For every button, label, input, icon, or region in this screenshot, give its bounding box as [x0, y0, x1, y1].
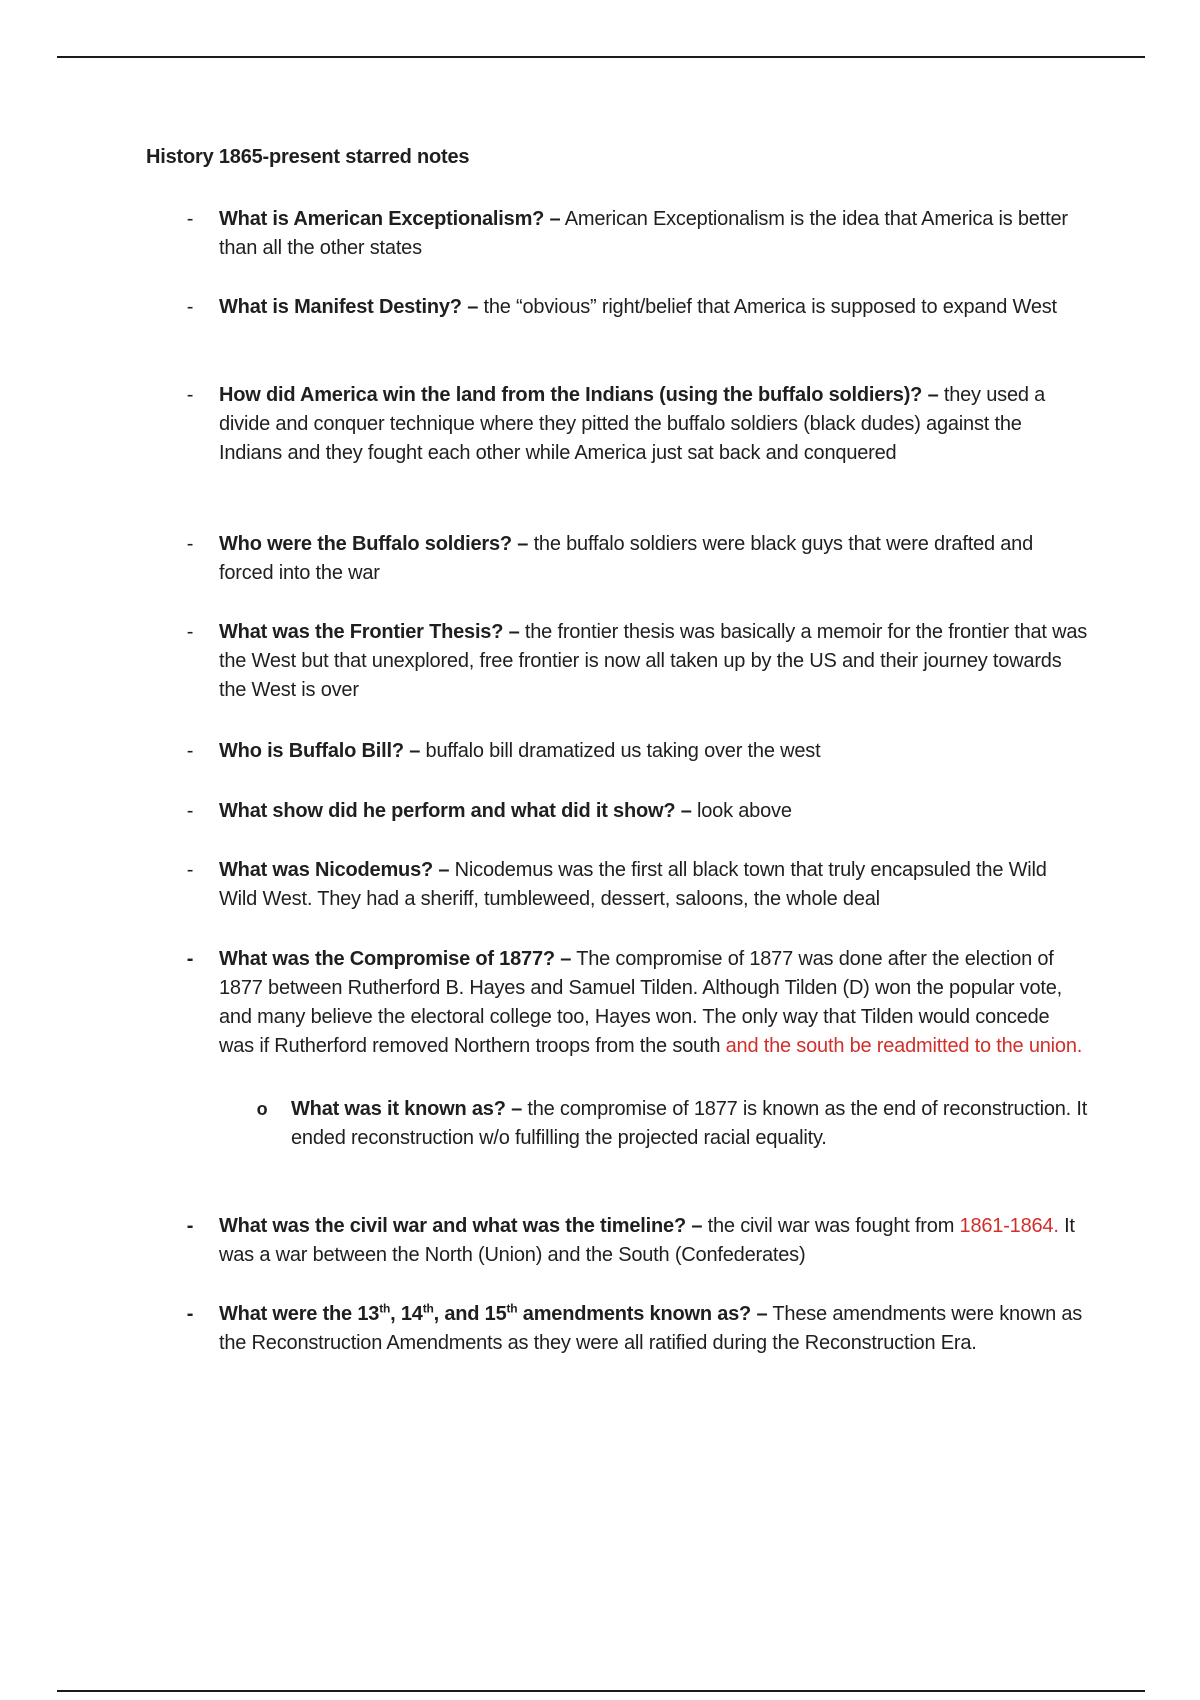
question: What is American Exceptionalism? [219, 208, 545, 230]
question: How did America win the land from the Indians (using the buffalo soldiers)? [219, 384, 923, 406]
dash-bullet: - [186, 208, 194, 230]
question: What show did he perform and what did it show? [219, 800, 676, 822]
answer: The compromise of 1877 was done after the election of 1877 between Rutherford B. Hayes and Samuel Tilden. Although Tilden (D) won the popular vote, and many believe the electoral college too, Hayes won. The only way that Tilden would concede was if Rutherford removed Northern troops from the south [219, 948, 1063, 1057]
header-rule [57, 56, 1145, 58]
answer-highlight: 1861-1864. [959, 1215, 1059, 1237]
dash-bullet: - [186, 1303, 194, 1325]
answer: the “obvious” right/belief that America is supposed to expand West [483, 296, 1057, 318]
answer-continued: It was a war between the North (Union) and the South (Confederates) [219, 1215, 1075, 1266]
list-item: - How did America win the land from the Indians (using the buffalo soldiers)? – they used a divide and conquer technique where they pitted the buffalo soldiers (black dudes) against the Indians and they fought each other while America just sat back and conquered [219, 381, 1089, 468]
question: What was Nicodemus? [219, 859, 434, 881]
list-item: - What was Nicodemus? – Nicodemus was the first all black town that truly encapsuled the Wild Wild West. They had a sheriff, tumbleweed, dessert, saloons, the whole deal [219, 856, 1089, 914]
footer-rule [57, 1690, 1145, 1692]
answer-highlight: and the south be readmitted to the union. [725, 1035, 1083, 1057]
answer: the frontier thesis was basically a memoir for the frontier that was the West but that unexplored, free frontier is now all taken up by the US and their journey towards the West is over [219, 621, 1088, 701]
page-title: History 1865-present starred notes [146, 146, 470, 168]
answer: American Exceptionalism is the idea that America is better than all the other states [219, 208, 1068, 259]
question: What was the Compromise of 1877? [219, 948, 555, 970]
dash-bullet: - [186, 1215, 194, 1237]
answer: they used a divide and conquer technique where they pitted the buffalo soldiers (black dudes) against the Indians and they fought each other while America just sat back and conquered [219, 384, 1046, 464]
dash-bullet: - [186, 800, 194, 822]
list-item: - Who were the Buffalo soldiers? – the buffalo soldiers were black guys that were drafted and forced into the war [219, 530, 1089, 588]
question: What was it known as? [291, 1098, 506, 1120]
list-item: - What show did he perform and what did it show? – look above [219, 797, 1089, 826]
dash-bullet: - [186, 296, 194, 318]
list-item: - What was the Frontier Thesis? – the frontier thesis was basically a memoir for the frontier that was the West but that unexplored, free frontier is now all taken up by the US and their journey towards the West is over [219, 618, 1089, 705]
dash-bullet: - [186, 740, 194, 762]
dash-bullet: - [186, 859, 194, 881]
answer: look above [697, 800, 792, 822]
list-item: - Who is Buffalo Bill? – buffalo bill dramatized us taking over the west [219, 737, 1089, 766]
list-item: - What was the Compromise of 1877? – The compromise of 1877 was done after the election of 1877 between Rutherford B. Hayes and Samuel Tilden. Although Tilden (D) won the popular vote, and many believe the electoral college too, Hayes won. The only way that Tilden would concede was if Rutherford removed Northern troops from the south and the south be readmitted to the union. [219, 945, 1089, 1061]
question: Who were the Buffalo soldiers? [219, 533, 512, 555]
question: What was the civil war and what was the timeline? [219, 1215, 686, 1237]
list-item: - What is Manifest Destiny? – the “obvious” right/belief that America is supposed to expand West [219, 293, 1089, 322]
answer: buffalo bill dramatized us taking over the west [425, 740, 821, 762]
answer: Nicodemus was the first all black town that truly encapsuled the Wild Wild West. They had a sheriff, tumbleweed, dessert, saloons, the whole deal [219, 859, 1047, 910]
list-item: - What were the 13th, 14th, and 15th amendments known as? – These amendments were known as the Reconstruction Amendments as they were all ratified during the Reconstruction Era. [219, 1300, 1089, 1358]
answer: the buffalo soldiers were black guys that were drafted and forced into the war [219, 533, 1034, 584]
answer: These amendments were known as the Reconstruction Amendments as they were all ratified during the Reconstruction Era. [219, 1303, 1083, 1354]
circle-bullet-icon: o [256, 1099, 268, 1119]
dash-bullet: - [186, 948, 194, 970]
answer: the civil war was fought from [707, 1215, 955, 1237]
question: What was the Frontier Thesis? [219, 621, 504, 643]
dash-bullet: - [186, 384, 194, 406]
dash-bullet: - [186, 533, 194, 555]
sub-list-item: o What was it known as? – the compromise of 1877 is known as the end of reconstruction. It ended reconstruction w/o fulfilling the projected racial equality. [291, 1095, 1091, 1153]
question: What is Manifest Destiny? [219, 296, 462, 318]
answer: the compromise of 1877 is known as the end of reconstruction. It ended reconstruction w/o fulfilling the projected racial equality. [291, 1098, 1088, 1149]
question: Who is Buffalo Bill? [219, 740, 404, 762]
question: What were the 13th, 14th, and 15th amendments known as? [219, 1301, 752, 1325]
list-item: - What is American Exceptionalism? – American Exceptionalism is the idea that America is better than all the other states [219, 205, 1089, 263]
dash-bullet: - [186, 621, 194, 643]
list-item: - What was the civil war and what was the timeline? – the civil war was fought from 1861-1864. It was a war between the North (Union) and the South (Confederates) [219, 1212, 1089, 1270]
